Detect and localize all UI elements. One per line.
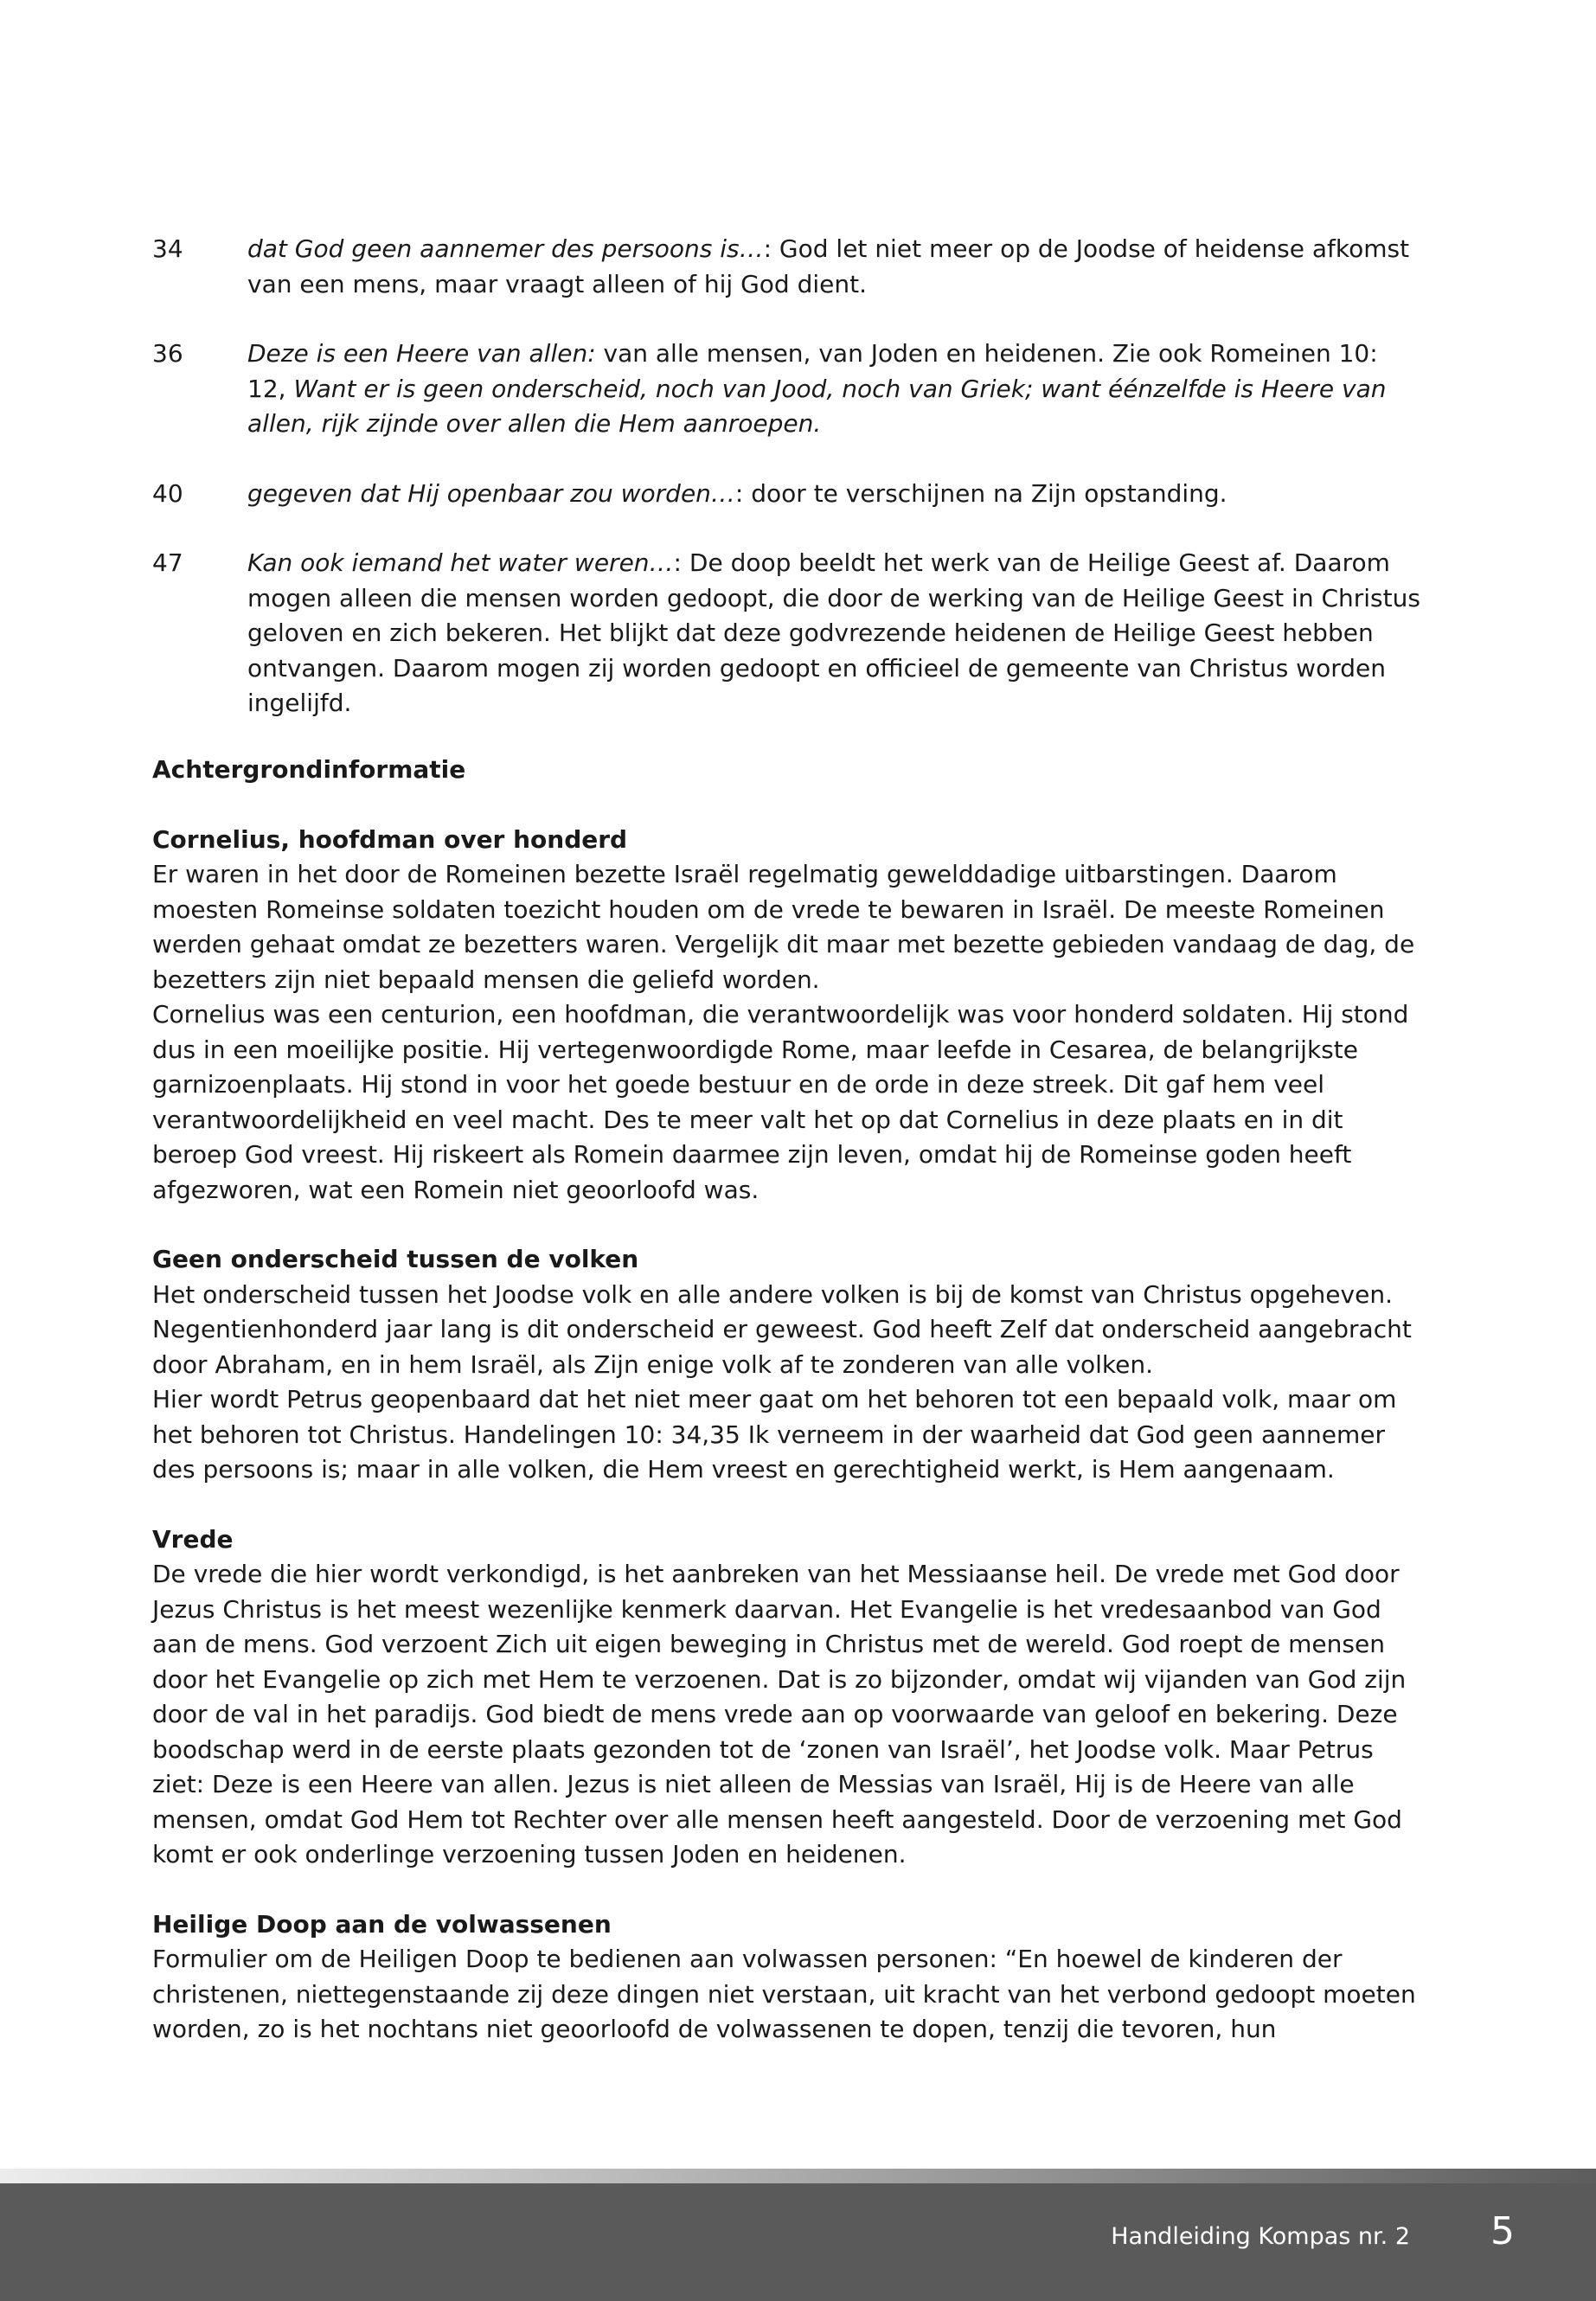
section-paragraph: Cornelius was een centurion, een hoofdman, die verantwoordelijk was voor honderd soldaten. Hij stond dus in een moeilijke positie. Hij vertegenwoordigde Rome, maar leefde in Cesarea, de belangrijkste garnizoenplaats. Hij stond in voor het goede bestuur en de orde in deze streek. Dit gaf hem veel verantwoordelijkheid en veel macht. Des te meer valt het op dat Cornelius in deze plaats en in dit beroep God vreest. Hij riskeert als Romein daarmee zijn leven, omdat hij de Romeinse goden heeft afgezworen, wat een Romein niet geoorloofd was.: [152, 1000, 1409, 1204]
verse-number: 36: [152, 339, 183, 368]
footer-title: Handleiding Kompas nr. 2: [1111, 2223, 1410, 2250]
section-heading: Geen onderscheid tussen de volken: [152, 1245, 639, 1273]
section-cornelius: [152, 823, 1424, 1208]
verse-explanation: : God let niet meer op de Joodse of heidense afkomst van een mens, maar vraagt alleen of hij God dient.: [247, 234, 1410, 298]
section-vrede: [152, 1522, 1424, 1873]
section-paragraph: Er waren in het door de Romeinen bezette Israël regelmatig gewelddadige uitbarstingen. Daarom moesten Romeinse soldaten toezicht houden om de vrede te bewaren in Israël. De meeste Romeinen werden gehaat omdat ze bezetters waren. Vergelijk dit maar met bezette gebieden vandaag de dag, de bezetters zijn niet bepaald mensen die geliefd worden.: [152, 860, 1415, 994]
verse-note-text: [247, 546, 1424, 721]
section-paragraph: De vrede die hier wordt verkondigd, is het aanbreken van het Messiaanse heil. De vrede met God door Jezus Christus is het meest wezenlijke kenmerk daarvan. Het Evangelie is het vredesaanbod van God aan de mens. God verzoent Zich uit eigen beweging in Christus met de wereld. God roept de mensen door het Evangelie op zich met Hem te verzoenen. Dat is zo bijzonder, omdat wij vijanden van God zijn door de val in het paradijs. God biedt de mens vrede aan op voorwaarde van geloof en bekering. Deze boodschap werd in de eerste plaats gezonden tot de ‘zonen van Israël’, het Joodse volk. Maar Petrus ziet: Deze is een Heere van allen. Jezus is niet alleen de Messias van Israël, Hij is de Heere van alle mensen, omdat God Hem tot Rechter over alle mensen heeft aangesteld. Door de verzoening met God komt er ook onderlinge verzoening tussen Joden en heidenen.: [152, 1560, 1407, 1868]
background-info: [152, 753, 1424, 2082]
verse-number: 40: [152, 478, 183, 508]
verse-term: dat God geen aannemer des persoons is…: [247, 234, 764, 263]
verse-number: 47: [152, 548, 183, 577]
verse-note: [152, 232, 1424, 302]
page-number: 5: [1490, 2209, 1515, 2253]
section-paragraph: Het onderscheid tussen het Joodse volk en alle andere volken is bij de komst van Christus opgeheven. Negentienhonderd jaar lang is dit onderscheid er geweest. God heeft Zelf dat onderscheid aangebracht door Abraham, en in hem Israël, als Zijn enige volk af te zonderen van alle volken.: [152, 1279, 1412, 1379]
section-paragraph: Hier wordt Petrus geopenbaard dat het niet meer gaat om het behoren tot een bepaald volk, maar om het behoren tot Christus. Handelingen 10: 34,35 Ik verneem in der waarheid dat God geen aannemer des persoons is; maar in alle volken, die Hem vreest en gerechtigheid werkt, is Hem aangenaam.: [152, 1385, 1397, 1484]
verse-note: [152, 336, 1424, 442]
background-heading: Achtergrondinformatie: [152, 755, 466, 784]
verse-term: gegeven dat Hij openbaar zou worden…: [247, 478, 735, 508]
verse-note-text: [247, 232, 1424, 302]
section-geen-onderscheid: [152, 1242, 1424, 1488]
verse-explanation: van alle mensen, van Joden en heidenen. Zie ook Romeinen 10: 12,: [247, 339, 1378, 403]
section-heading: Vrede: [152, 1524, 234, 1554]
verse-quote: Want er is geen onderscheid, noch van Jood, noch van Griek; want éénzelfde is Heere van allen, rijk zijnde over allen die Hem aanroepen.: [247, 374, 1387, 438]
section-heading: Cornelius, hoofdman over honderd: [152, 824, 628, 854]
verse-number: 34: [152, 234, 183, 263]
verse-explanation: : De doop beeldt het werk van de Heilige Geest af. Daarom mogen alleen die mensen worden gedoopt, die door de werking van de Heilige Geest in Christus geloven en zich bekeren. Het blijkt dat deze godvrezende heidenen de Heilige Geest hebben ontvangen. Daarom mogen zij worden gedoopt en officieel de gemeente van Christus worden ingelijfd.: [247, 548, 1420, 717]
section-paragraph: Formulier om de Heiligen Doop te bedienen aan volwassen personen: “En hoewel de kinderen der christenen, niettegenstaande zij deze dingen niet verstaan, uit kracht van het verbond gedoopt moeten worden, zo is het nochtans niet geoorloofd de volwassenen te dopen, tenzij die tevoren, hun: [152, 1945, 1416, 2043]
verse-note: [152, 546, 1424, 721]
section-heilige-doop: [152, 1907, 1424, 2048]
verse-note: [152, 477, 1424, 512]
page-footer: [0, 2183, 1596, 2301]
section-heading: Heilige Doop aan de volwassenen: [152, 1909, 612, 1939]
verse-term: Deze is een Heere van allen:: [247, 339, 596, 368]
verse-term: Kan ook iemand het water weren…: [247, 548, 674, 577]
verse-note-text: [247, 477, 1424, 512]
verse-note-text: [247, 336, 1424, 442]
verse-explanation: : door te verschijnen na Zijn opstanding.: [734, 478, 1227, 508]
verse-notes: [152, 232, 1424, 756]
